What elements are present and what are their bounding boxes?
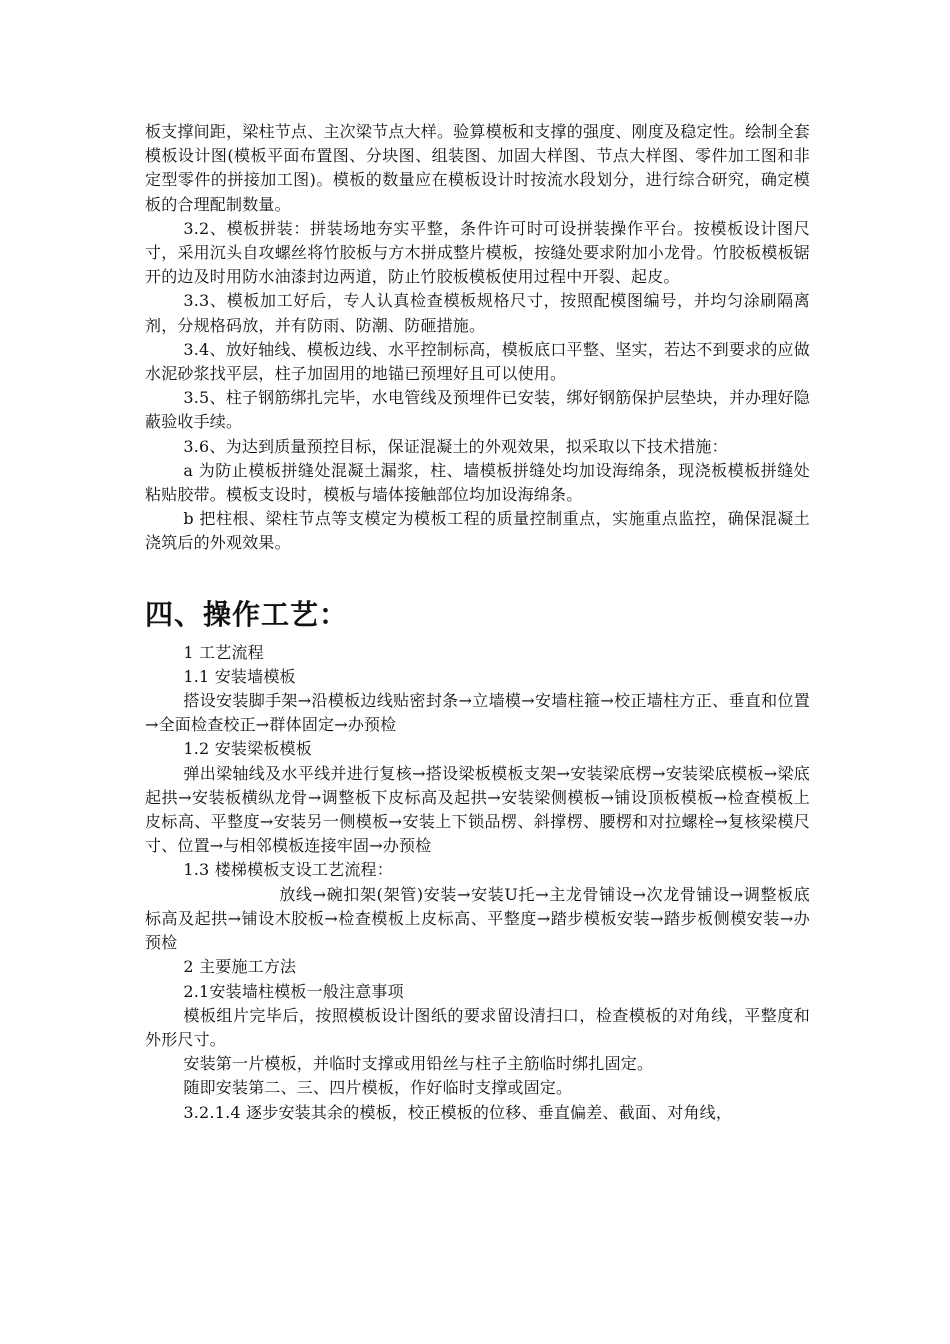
paragraph-formwork-design: 板支撑间距，梁柱节点、主次梁节点大样。验算模板和支撑的强度、刚度及稳定性。绘制全套模板设计图(模板平面布置图、分块图、组装图、加固大样图、节点大样图、零件加工图和非定型零件的拼接加工图)。模板的数量应在模板设计时按流水段划分，进行综合研究，确定模板的合理配制数量。 [145, 122, 810, 214]
paragraph-wall-formwork-flow: 搭设安装脚手架→沿模板边线贴密封条→立墙模→安墙柱箍→校正墙柱方正、垂直和位置→全面检查校正→群体固定→办预检 [145, 691, 810, 735]
paragraph-3-6: 3.6、为达到质量预控目标，保证混凝土的外观效果，拟采取以下技术措施： [183, 436, 728, 456]
line-stair-formwork-title: 1.3 楼梯模板支设工艺流程： [183, 860, 393, 880]
line-beam-slab-formwork-title: 1.2 安装梁板模板 [183, 739, 312, 759]
paragraph-first-panel: 安装第一片模板，并临时支撑或用铅丝与柱子主筋临时绑扎固定。 [183, 1054, 654, 1074]
paragraph-3-3: 3.3、模板加工好后，专人认真检查模板规格尺寸，按照配模图编号，并均匀涂刷隔离剂，分规格码放，并有防雨、防潮、防砸措施。 [145, 291, 810, 335]
paragraph-stair-formwork-flow: 放线→碗扣架(架管)安装→安装U托→主龙骨铺设→次龙骨铺设→调整板底标高及起拱→铺设木胶板→检查模板上皮标高、平整度→踏步模板安装→踏步板侧模安装→办预检 [145, 884, 810, 953]
paragraph-beam-slab-flow: 弹出梁轴线及水平线并进行复核→搭设梁板模板支架→安装梁底楞→安装梁底模板→梁底起拱→安装板横纵龙骨→调整板下皮标高及起拱→安装梁侧模板→铺设顶板模板→检查模板上皮标高、平整度→安装另一侧模板→安装上下锁品楞、斜撑楞、腰楞和对拉螺栓→复核梁模尺寸、位置→与相邻模板连接牢固→办预检 [145, 763, 810, 856]
document-body [145, 120, 810, 1125]
paragraph-measure-a: a 为防止模板拼缝处混凝土漏浆，柱、墙模板拼缝处均加设海绵条，现浇板模板拼缝处粘贴胶带。模板支设时，模板与墙体接触部位均加设海绵条。 [145, 460, 810, 505]
line-wall-column-notes-title: 2.1安装墙柱模板一般注意事项 [183, 981, 404, 1001]
section-heading-operation-process: 四、操作工艺： [145, 597, 349, 631]
paragraph-3-4: 3.4、放好轴线、模板边线、水平控制标高，模板底口平整、坚实，若达不到要求的应做水泥砂浆找平层，柱子加固用的地锚已预埋好且可以使用。 [145, 339, 810, 384]
line-main-methods: 2 主要施工方法 [183, 957, 297, 977]
paragraph-measure-b: b 把柱根、梁柱节点等支模定为模板工程的质量控制重点，实施重点监控，确保混凝土浇筑后的外观效果。 [145, 509, 810, 553]
paragraph-3-2: 3.2、模板拼装：拼装场地夯实平整，条件许可时可设拼装操作平台。按模板设计图尺寸，采用沉头自攻螺丝将竹胶板与方木拼成整片模板，按缝处要求附加小龙骨。竹胶板模板锯开的边及时用防水油漆封边两道，防止竹胶板模板使用过程中开裂、起皮。 [145, 218, 810, 287]
line-wall-formwork-title: 1.1 安装墙模板 [183, 666, 296, 686]
line-process-flow: 1 工艺流程 [183, 642, 264, 662]
paragraph-3-5: 3.5、柱子钢筋绑扎完毕，水电管线及预埋件已安装，绑好钢筋保护层垫块，并办理好隐蔽验收手续。 [145, 388, 810, 432]
paragraph-panel-check: 模板组片完毕后，按照模板设计图纸的要求留设清扫口，检查模板的对角线，平整度和外形尺寸。 [145, 1005, 810, 1049]
paragraph-other-panels: 随即安装第二、三、四片模板，作好临时支撑或固定。 [183, 1078, 573, 1098]
paragraph-3-2-1-4: 3.2.1.4 逐步安装其余的模板，校正模板的位移、垂直偏差、截面、对角线， [183, 1102, 733, 1122]
